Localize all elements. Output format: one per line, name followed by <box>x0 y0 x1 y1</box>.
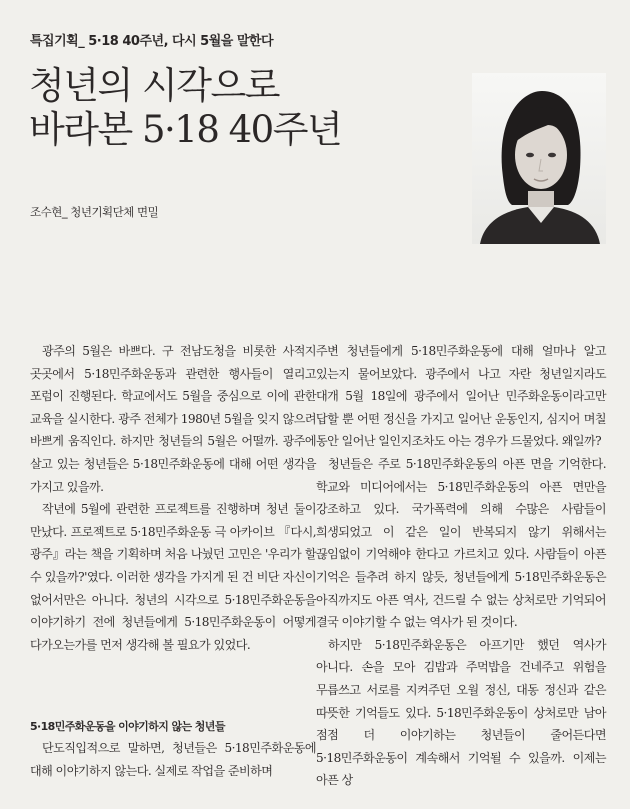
body-paragraph: 청년들은 주로 5·18민주화운동의 아픈 면을 기억한다. 학교와 미디어에서는 5·18민주화운동의 아픈 면만을 강조하고 있다. 국가폭력에 의해 수많은 사람들이 희생되었고 이 같은 일이 반복되지 않기 위해서는 끊임없이 기억해야 한다고 가르치고 있다. 사람들이 아픈 기억은 들추려 하지 않듯, 청년들에게 5·18민주화운동은 아직까지도 아픈 역사, 건드릴 수 없는 상처로만 기억되어 결국 이야기할 수 없는 역사가 된 것이다. <box>316 456 606 630</box>
right-column <box>316 340 606 792</box>
section-subheading: 5·18민주화운동을 이야기하지 않는 청년들 <box>30 720 225 733</box>
section-kicker: 특집기획_ 5·18 40주년, 다시 5월을 말한다 <box>30 34 274 49</box>
body-paragraph: 단도직입적으로 말하면, 청년들은 5·18민주화운동에 대해 이야기하지 않는다. 실제로 작업을 준비하며 <box>30 741 316 778</box>
left-column <box>30 340 316 656</box>
body-paragraph: 하지만 5·18민주화운동은 아프기만 했던 역사가 아니다. 손을 모아 김밥과 주먹밥을 건네주고 위험을 무릅쓰고 서로를 지켜주던 오월 정신, 대동 정신과 같은 따뜻한 기억들도 있다. 5·18민주화운동이 상처로만 남아 점점 더 이야기하는 청년들이 줄어든다면 5·18민주화운동이 계속해서 기억될 수 있을까. 이제는 아픈 상 <box>316 637 606 788</box>
body-paragraph: 주변 청년들에게 5·18민주화운동에 대해 얼마나 알고 있는지 물어보았다. 광주에서 나고 자란 청년일지라도 대개 5월 18일에 광주에서 일어난 민주화운동이라고만 답할 뿐 어떤 정신을 가지고 일어난 운동인지, 심지어 며칠 동안 일어난 일인지조차도 아는 경우가 드물었다. 왜일까? <box>316 344 606 449</box>
title-line-2: 바라본 5·18 40주년 <box>29 108 342 151</box>
title-line-1: 청년의 시각으로 <box>29 64 279 107</box>
author-byline: 조수현_ 청년기획단체 면밀 <box>30 205 159 219</box>
article-title <box>29 64 449 152</box>
body-paragraph: 광주의 5월은 바쁘다. 구 전남도청을 비롯한 사적지 곳곳에서 5·18민주화운동과 관련한 행사들이 열리고 포럼이 진행된다. 학교에서도 5월을 중심으로 이에 관한 교육을 실시한다. 광주 전체가 1980년 5월을 잊지 않으려 바쁘게 움직인다. 하지만 청년들의 5월은 어떨까. 광주에 살고 있는 청년들은 5·18민주화운동에 대해 어떤 생각을 가지고 있을까. <box>30 344 316 494</box>
left-column-bottom <box>30 737 316 782</box>
author-photo <box>472 73 606 244</box>
body-paragraph: 작년에 5월에 관련한 프로젝트를 진행하며 청년 둘이 만났다. 프로젝트로 5·18민주화운동 극 아카이브 『다시, 광주』라는 책을 기획하며 처음 나눴던 고민은 '우리가 할 수 있을까?'였다. 이러한 생각을 가지게 된 건 비단 자신이 없어서만은 아니다. 청년의 시각으로 5·18민주화운동을 이야기하기 전에 청년들에게 5·18민주화운동이 어떻게 다가오는가를 먼저 생각해 볼 필요가 있었다. <box>30 502 316 652</box>
